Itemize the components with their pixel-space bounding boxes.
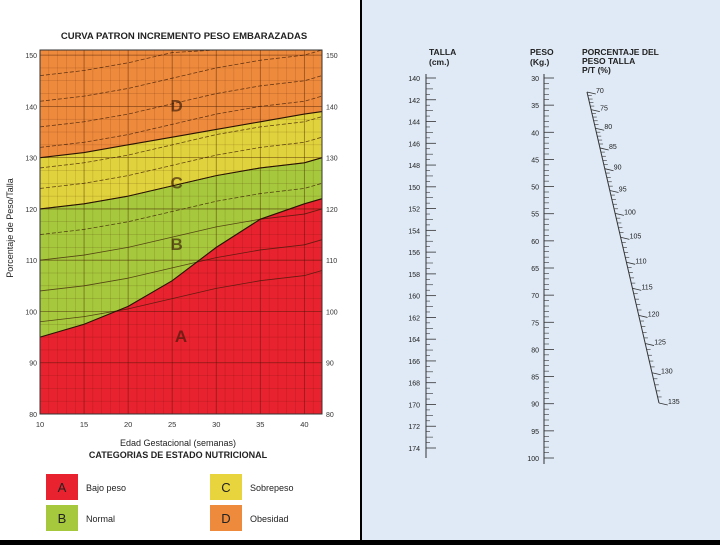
legend-label: Bajo peso <box>86 483 127 493</box>
legend-title: CATEGORIAS DE ESTADO NUTRICIONAL <box>88 450 268 460</box>
y-tick-label-right: 110 <box>326 258 338 266</box>
talla-scale-unit: (cm.) <box>429 57 450 67</box>
zone-d-label: D <box>170 96 183 116</box>
porcentaje-tick-label: 85 <box>608 143 617 151</box>
y-tick-label-right: 90 <box>326 360 334 368</box>
zone-b-label: B <box>170 234 183 254</box>
porcentaje-tick <box>600 148 609 150</box>
talla-tick-label: 142 <box>408 97 420 105</box>
porcentaje-tick <box>605 169 614 171</box>
legend-label: Normal <box>86 514 116 524</box>
y-tick-label-left: 90 <box>29 360 37 368</box>
x-axis-label: Edad Gestacional (semanas) <box>119 438 237 448</box>
peso-tick-label: 100 <box>527 456 539 463</box>
y-tick-label-left: 120 <box>25 206 37 214</box>
legend-item-d <box>210 505 289 531</box>
talla-tick-label: 162 <box>408 315 420 323</box>
porcentaje-tick-label: 115 <box>641 284 653 292</box>
talla-tick-label: 164 <box>408 337 420 345</box>
y-tick-label-right: 140 <box>326 104 338 112</box>
talla-tick-label: 148 <box>408 163 420 171</box>
peso-tick-label: 50 <box>531 184 539 192</box>
talla-tick-label: 156 <box>408 250 420 258</box>
weight-gain-chart <box>0 0 360 540</box>
y-tick-label-left: 100 <box>25 309 37 317</box>
legend-item-c <box>210 474 294 500</box>
y-tick-label-left: 130 <box>25 155 37 163</box>
peso-tick-label: 35 <box>531 103 539 111</box>
porcentaje-tick <box>615 213 624 215</box>
peso-tick-label: 60 <box>531 238 539 246</box>
talla-tick-label: 166 <box>408 358 420 366</box>
porcentaje-tick-label: 130 <box>660 368 673 376</box>
zone-a-label: A <box>174 327 188 347</box>
x-tick-label: 30 <box>212 420 221 429</box>
talla-tick-label: 144 <box>408 119 420 127</box>
porcentaje-tick-label: 75 <box>600 105 608 113</box>
porcentaje-tick-label: 95 <box>618 186 627 194</box>
y-tick-label-left: 80 <box>29 412 37 419</box>
talla-tick-label: 150 <box>408 184 420 192</box>
talla-tick-label: 170 <box>408 402 420 410</box>
porcentaje-tick <box>595 128 604 130</box>
y-tick-label-left: 140 <box>25 104 37 112</box>
porcentaje-tick-label: 100 <box>624 209 636 217</box>
porcentaje-tick <box>659 403 668 405</box>
porcentaje-tick-label: 125 <box>654 339 666 347</box>
talla-tick-label: 174 <box>408 446 420 453</box>
legend-letter: A <box>57 480 67 495</box>
porcentaje-tick <box>639 315 648 317</box>
y-tick-label-left: 110 <box>25 258 37 266</box>
x-tick-label: 35 <box>256 420 265 429</box>
porcentaje-tick <box>652 373 661 375</box>
peso-scale-title: PESO <box>530 47 554 57</box>
porcentaje-tick <box>591 110 600 112</box>
y-tick-label-right: 80 <box>326 412 334 419</box>
x-tick-label: 10 <box>35 420 45 429</box>
y-tick-label-right: 130 <box>326 155 338 163</box>
peso-tick-label: 30 <box>531 76 539 83</box>
peso-tick-label: 95 <box>531 428 539 436</box>
legend-letter: B <box>57 511 67 526</box>
porcentaje-tick <box>587 92 596 94</box>
y-tick-label-right: 120 <box>326 206 338 214</box>
porcentaje-tick <box>632 288 641 290</box>
x-tick-label: 25 <box>168 420 177 429</box>
talla-tick-label: 172 <box>408 424 420 432</box>
peso-tick-label: 55 <box>531 211 539 219</box>
talla-tick-label: 140 <box>408 76 420 83</box>
nomogram-panel <box>362 0 720 540</box>
talla-tick-label: 152 <box>408 206 420 214</box>
porcentaje-tick-label: 70 <box>596 88 604 95</box>
peso-tick-label: 90 <box>531 401 539 409</box>
peso-tick-label: 70 <box>531 293 539 301</box>
peso-tick-label: 75 <box>531 320 539 328</box>
x-tick-label: 20 <box>123 420 133 429</box>
chart-title: CURVA PATRON INCREMENTO PESO EMBARAZADAS <box>60 31 308 42</box>
y-tick-label-left: 150 <box>25 53 37 61</box>
y-axis-label: Porcentaje de Peso/Talla <box>5 178 15 278</box>
porcentaje-tick-label: 135 <box>668 399 680 406</box>
peso-tick-label: 45 <box>531 157 539 165</box>
x-tick-label: 40 <box>300 420 309 429</box>
porcentaje-tick-label: 90 <box>613 164 622 172</box>
legend-item-a <box>46 474 126 500</box>
porcentaje-title-line1: PORCENTAJE DEL <box>582 47 659 57</box>
legend-item-b <box>46 505 115 531</box>
talla-scale-title: TALLA <box>429 47 457 57</box>
porcentaje-tick <box>645 344 654 346</box>
porcentaje-tick <box>621 237 630 239</box>
legend-letter: C <box>221 480 231 495</box>
porcentaje-tick-label: 120 <box>647 311 660 319</box>
weight-height-nomogram <box>362 0 720 540</box>
talla-tick-label: 160 <box>408 293 420 301</box>
porcentaje-tick <box>626 262 635 264</box>
porcentaje-tick-label: 110 <box>635 258 647 266</box>
legend-letter: D <box>221 511 231 526</box>
peso-tick-label: 40 <box>531 130 539 138</box>
talla-tick-label: 146 <box>408 141 420 149</box>
porcentaje-scale-unit: P/T (%) <box>582 65 611 75</box>
porcentaje-title-line2: PESO TALLA <box>582 56 636 66</box>
peso-tick-label: 80 <box>531 347 539 355</box>
talla-tick-label: 154 <box>408 228 420 236</box>
legend-label: Sobrepeso <box>250 483 294 493</box>
y-tick-label-right: 100 <box>326 309 338 317</box>
talla-tick-label: 158 <box>408 271 420 279</box>
weight-gain-chart-panel <box>0 0 360 540</box>
talla-tick-label: 168 <box>408 380 420 388</box>
peso-tick-label: 85 <box>531 374 539 382</box>
zone-c-label: C <box>170 173 183 193</box>
peso-scale-unit: (Kg.) <box>530 57 550 67</box>
y-tick-label-right: 150 <box>326 53 338 61</box>
porcentaje-tick-label: 105 <box>629 233 642 241</box>
porcentaje-tick-label: 80 <box>604 124 613 132</box>
legend-label: Obesidad <box>250 514 289 524</box>
x-tick-label: 15 <box>79 420 89 429</box>
porcentaje-tick <box>610 191 619 193</box>
peso-tick-label: 65 <box>531 266 539 273</box>
